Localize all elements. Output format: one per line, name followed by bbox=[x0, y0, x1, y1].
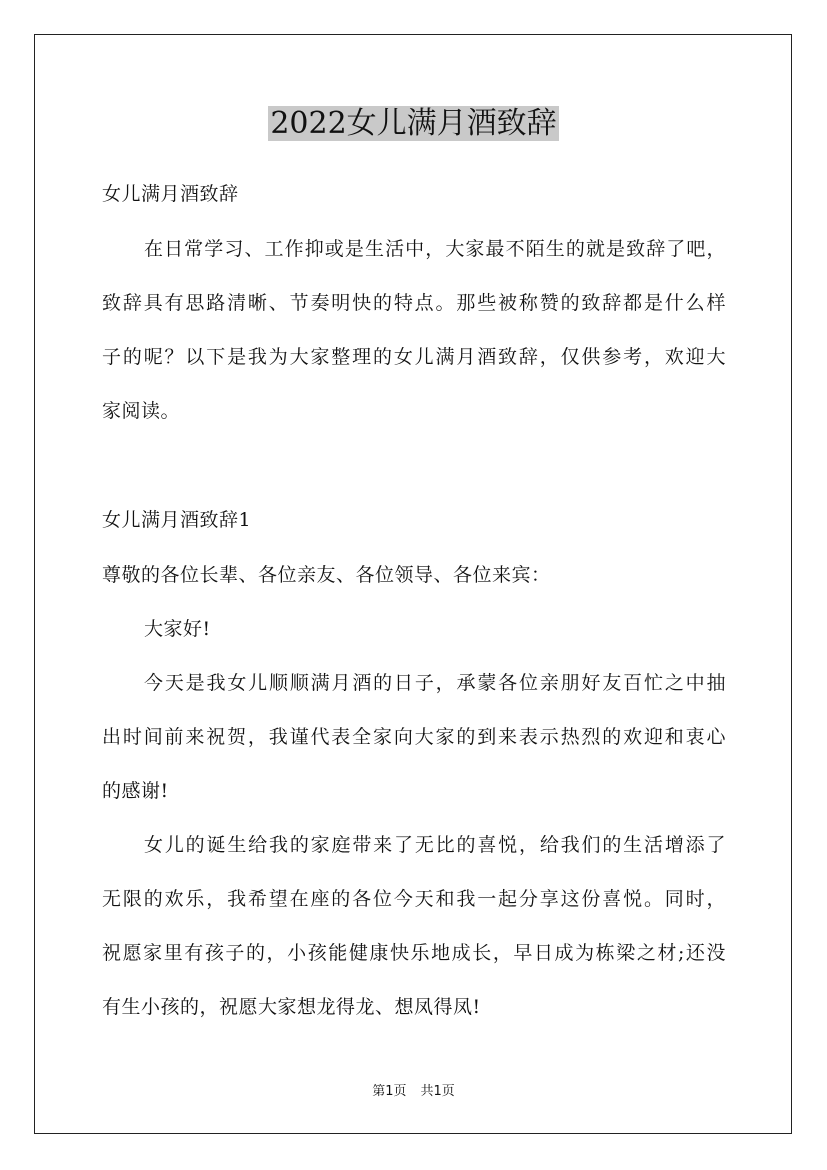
paragraph-line: 在日常学习、工作抑或是生活中，大家最不陌生的就是致辞了吧， bbox=[144, 238, 726, 260]
page-number-current: 第1页 bbox=[372, 1084, 407, 1099]
page-footer bbox=[0, 1083, 827, 1101]
salutation: 尊敬的各位长辈、各位亲友、各位领导、各位来宾： bbox=[102, 564, 551, 586]
paragraph-line: 今天是我女儿顺顺满月酒的日子，承蒙各位亲朋好友百忙之中抽 bbox=[144, 672, 726, 694]
page-number-total: 共1页 bbox=[420, 1084, 455, 1099]
paragraph-line: 致辞具有思路清晰、节奏明快的特点。那些被称赞的致辞都是什么样 bbox=[102, 292, 726, 314]
greeting: 大家好! bbox=[144, 618, 211, 640]
paragraph-line: 子的呢？以下是我为大家整理的女儿满月酒致辞，仅供参考，欢迎大 bbox=[102, 346, 726, 368]
section-heading: 女儿满月酒致辞 bbox=[102, 183, 239, 205]
document-title-text: 2022女儿满月酒致辞 bbox=[270, 106, 557, 141]
paragraph-line: 出时间前来祝贺，我谨代表全家向大家的到来表示热烈的欢迎和衷心 bbox=[102, 726, 726, 748]
section-heading: 女儿满月酒致辞1 bbox=[102, 509, 252, 531]
paragraph-line: 女儿的诞生给我的家庭带来了无比的喜悦，给我们的生活增添了 bbox=[144, 834, 726, 856]
document-title bbox=[0, 102, 827, 146]
paragraph-line: 无限的欢乐，我希望在座的各位今天和我一起分享这份喜悦。同时， bbox=[102, 888, 726, 910]
paragraph-line: 有生小孩的，祝愿大家想龙得龙、想凤得凤! bbox=[102, 996, 481, 1018]
paragraph-line: 祝愿家里有孩子的，小孩能健康快乐地成长，早日成为栋梁之材;还没 bbox=[102, 942, 726, 964]
paragraph-line: 的感谢! bbox=[102, 780, 169, 802]
paragraph-line: 家阅读。 bbox=[102, 400, 181, 422]
